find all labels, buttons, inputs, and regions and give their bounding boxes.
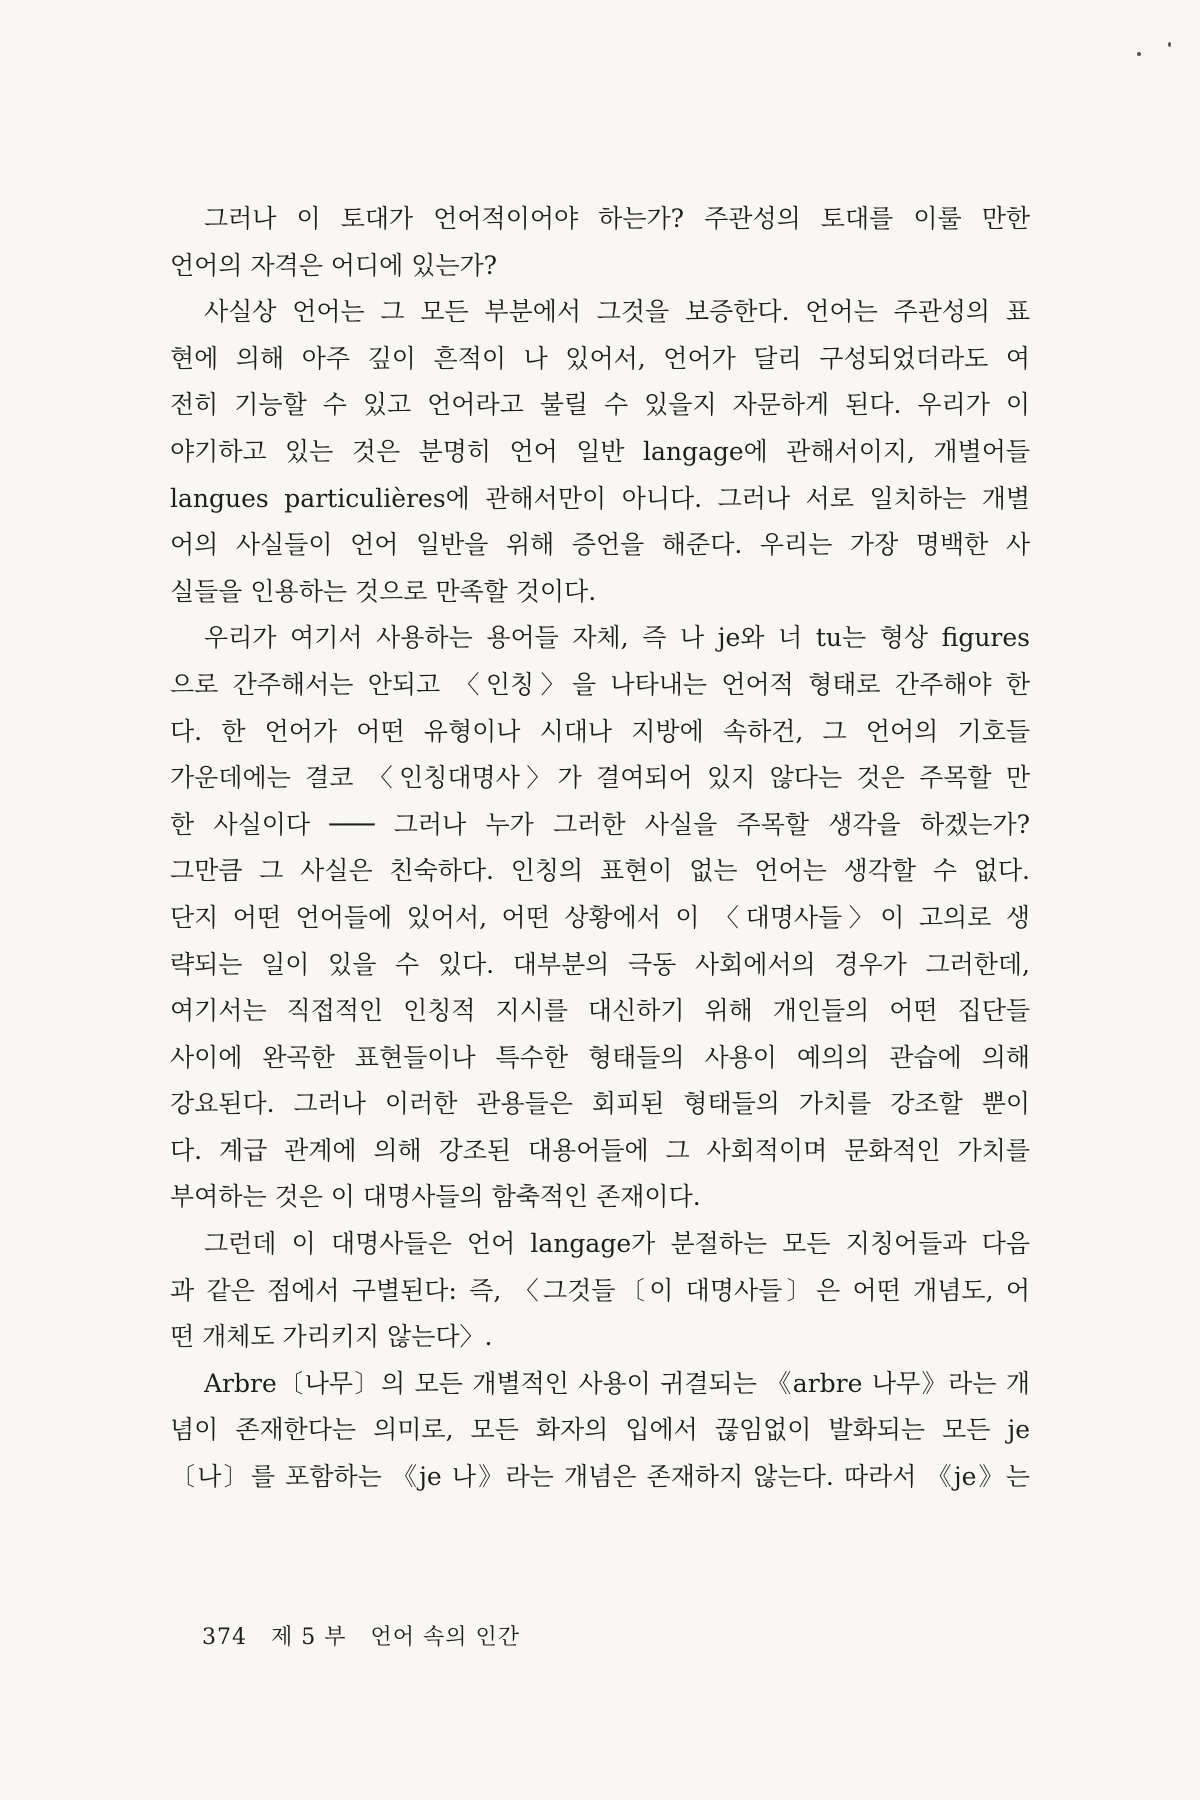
text-line: Arbre〔나무〕의 모든 개별적인 사용이 귀결되는 《arbre 나무》라는 개 <box>204 1368 1030 1398</box>
page-footer <box>202 1620 536 1651</box>
text-line: 강요된다. 그러나 이러한 관용들은 회피된 형태들의 가치를 강조할 뿐이 <box>170 1089 1030 1119</box>
paragraph <box>170 289 1030 615</box>
paragraph <box>170 196 1030 289</box>
text-line: 우리가 여기서 사용하는 용어들 자체, 즉 나 je와 너 tu는 형상 figures <box>204 623 1030 653</box>
text-line: 떤 개체도 가리키지 않는다〉. <box>170 1322 493 1352</box>
text-line: 실들을 인용하는 것으로 만족할 것이다. <box>170 576 597 606</box>
text-line: 현에 의해 아주 깊이 흔적이 나 있어서, 언어가 달리 구성되었더라도 여 <box>170 343 1030 373</box>
text-line: 사실상 언어는 그 모든 부분에서 그것을 보증한다. 언어는 주관성의 표 <box>204 297 1030 327</box>
page-number: 374 <box>202 1625 247 1650</box>
text-line: 과 같은 점에서 구별된다: 즉, 〈그것들〔이 대명사들〕은 어떤 개념도, 어 <box>170 1275 1030 1305</box>
text-line: 부여하는 것은 이 대명사들의 함축적인 존재이다. <box>170 1182 701 1212</box>
text-line: 략되는 일이 있을 수 있다. 대부분의 극동 사회에서의 경우가 그러한데, <box>170 949 1030 979</box>
text-line: 그만큼 그 사실은 친숙하다. 인칭의 표현이 없는 언어는 생각할 수 없다. <box>170 856 1030 886</box>
text-line: 그러나 이 토대가 언어적이어야 하는가? 주관성의 토대를 이룰 만한 <box>204 204 1030 233</box>
paper-speck <box>1168 42 1171 47</box>
text-line: 단지 어떤 언어들에 있어서, 어떤 상황에서 이 〈대명사들〉이 고의로 생 <box>170 902 1030 932</box>
part-label: 제 5 부 <box>271 1625 347 1650</box>
paragraph <box>170 1221 1030 1361</box>
text-line: 념이 존재한다는 의미로, 모든 화자의 입에서 끊임없이 발화되는 모든 je <box>170 1415 1030 1445</box>
paper-speck <box>1137 52 1141 56</box>
text-line: 다. 계급 관계에 의해 강조된 대용어들에 그 사회적이며 문화적인 가치를 <box>170 1135 1030 1165</box>
text-line: 어의 사실들이 언어 일반을 위해 증언을 해준다. 우리는 가장 명백한 사 <box>170 530 1030 560</box>
text-line: 다. 한 언어가 어떤 유형이나 시대나 지방에 속하건, 그 언어의 기호들 <box>170 716 1030 746</box>
text-line: 으로 간주해서는 안되고 〈인칭〉을 나타내는 언어적 형태로 간주해야 한 <box>170 669 1030 699</box>
paragraph <box>170 1361 1030 1501</box>
text-line: 가운데에는 결코 〈인칭대명사〉가 결여되어 있지 않다는 것은 주목할 만 <box>170 763 1030 793</box>
text-line: 언어의 자격은 어디에 있는가? <box>170 250 498 280</box>
text-line: 한 사실이다 ─── 그러나 누가 그러한 사실을 주목할 생각을 하겠는가? <box>170 809 1030 839</box>
text-line: 야기하고 있는 것은 분명히 언어 일반 langage에 관해서이지, 개별어들 <box>170 436 1030 466</box>
chapter-title: 언어 속의 인간 <box>370 1625 520 1650</box>
text-line: 사이에 완곡한 표현들이나 특수한 형태들의 사용이 예의의 관습에 의해 <box>170 1042 1030 1072</box>
text-line: 여기서는 직접적인 인칭적 지시를 대신하기 위해 개인들의 어떤 집단들 <box>170 996 1030 1026</box>
paragraph <box>170 615 1030 1221</box>
text-line: langues particulières에 관해서만이 아니다. 그러나 서로 일치하는 개별 <box>170 483 1030 513</box>
body-text <box>170 196 1030 1501</box>
text-line: 〔나〕를 포함하는 《je 나》라는 개념은 존재하지 않는다. 따라서 《je》는 <box>170 1462 1030 1492</box>
text-line: 전히 기능할 수 있고 언어라고 불릴 수 있을지 자문하게 된다. 우리가 이 <box>170 390 1030 420</box>
text-line: 그런데 이 대명사들은 언어 langage가 분절하는 모든 지칭어들과 다음 <box>204 1229 1030 1259</box>
